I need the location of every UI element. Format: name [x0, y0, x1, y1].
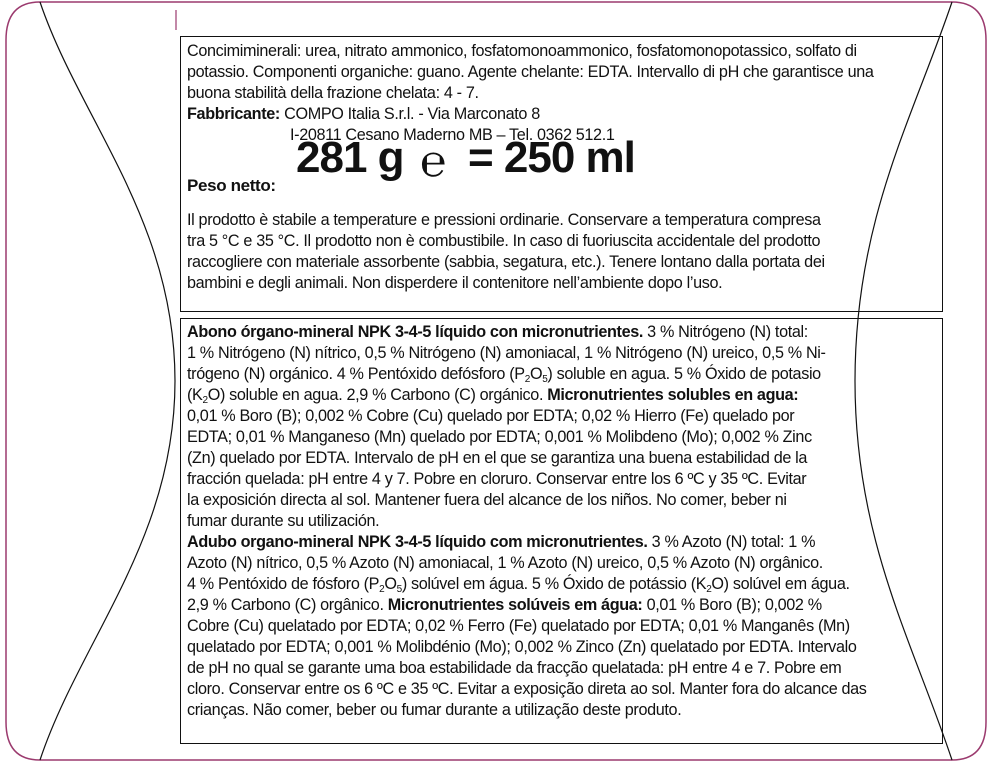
pt-line-3a: 4 % Pentóxido de fósforo (P — [187, 575, 380, 593]
es-line-5: 0,01 % Boro (B); 0,002 % Cobre (Cu) quelado por EDTA; 0,02 % Hierro (Fe) quelado por — [187, 407, 795, 425]
es-line-6: EDTA; 0,01 % Manganeso (Mn) quelado por EDTA; 0,001 % Molibdeno (Mo); 0,002 % Zinc — [187, 428, 812, 446]
pt-sub-o: 5 — [396, 584, 402, 595]
es-line-7: (Zn) quelado por EDTA. Intervalo de pH en el que se garantiza una buena estabilidad de la — [187, 449, 808, 467]
ingredients-line-3: buona stabilità della frazione chelata: 4 - 7. — [187, 84, 479, 102]
pt-sub-k: 2 — [706, 584, 712, 595]
es-line-4b: O) soluble en agua. 2,9 % Carbono (C) orgánico. — [207, 386, 548, 404]
ingredients-line-2: potassio. Componenti organiche: guano. Agente chelante: EDTA. Intervallo di pH che garantisce una — [187, 63, 874, 81]
pt-line-6: quelatado por EDTA; 0,001 % Molibdénio (Mo); 0,002 % Zinco (Zn) quelatado por EDTA. Intervalo — [187, 638, 857, 656]
pt-sub-p: 2 — [379, 584, 385, 595]
pt-line-3b: O — [384, 575, 397, 593]
es-title-line — [187, 322, 808, 343]
manufacturer-address-2: I-20811 Cesano Maderno MB – Tel. 0362 512.1 — [290, 126, 615, 144]
manufacturer-line — [187, 104, 540, 125]
pt-line-2: Azoto (N) nítrico, 0,5 % Azoto (N) amoniacal, 1 % Azoto (N) ureico, 0,5 % Azoto (N) orgânico. — [187, 554, 823, 572]
volume-value: = 250 ml — [468, 133, 635, 182]
pt-line-8: cloro. Conservar entre os 6 ºC e 35 ºC. Evitar a exposição direta ao sol. Manter fora do alcance das — [187, 680, 867, 698]
es-line-3c: ) soluble en agua. 5 % Óxido de potasio — [547, 365, 821, 383]
pt-line-9: crianças. Não comer, beber ou fumar durante a utilização deste produto. — [187, 701, 682, 719]
weight-value: 281 g — [296, 133, 404, 182]
es-line-3b: O — [529, 365, 543, 383]
pt-micronutrients-heading: Micronutrientes solúveis em água: — [387, 596, 643, 614]
pt-line-1: 3 % Azoto (N) total: 1 % — [647, 533, 816, 551]
pt-line-5: Cobre (Cu) quelatado por EDTA; 0,02 % Ferro (Fe) quelatado por EDTA; 0,01 % Manganês (Mn) — [187, 617, 850, 635]
es-micronutrients-heading: Micronutrientes solubles en agua: — [547, 386, 799, 404]
estimated-mark-icon: ℮ — [420, 137, 447, 186]
pt-line-3c: ) solúvel em água. 5 % Óxido de potássio (K — [401, 575, 707, 593]
pt-title: Adubo organo-mineral NPK 3-4-5 líquido com micronutrientes. — [187, 533, 648, 551]
storage-line-1: Il prodotto è stabile a temperature e pressioni ordinarie. Conservare a temperatura compresa — [187, 211, 821, 229]
es-line-8: fracción quelada: pH entre 4 y 7. Pobre en cloruro. Conservar entre los 6 ºC y 35 ºC. Evitar — [187, 470, 807, 488]
es-line-10: fumar durante su utilización. — [187, 512, 380, 530]
pt-line-7: de pH no qual se garante uma boa estabilidade da fracção quelatada: pH entre 4 e 7. Pobre em — [187, 659, 842, 677]
net-weight-label: Peso netto: — [187, 176, 276, 195]
storage-line-2: tra 5 °C e 35 °C. Il prodotto non è combustibile. In caso di fuoriuscita accidentale del prodotto — [187, 232, 821, 250]
es-title: Abono órgano-mineral NPK 3-4-5 líquido con micronutrientes. — [187, 323, 644, 341]
pt-line-4a: 2,9 % Carbono (C) orgânico. — [187, 596, 388, 614]
manufacturer-label: Fabbricante: — [187, 105, 280, 123]
storage-line-4: bambini e degli animali. Non disperdere il contenitore nell’ambiente dopo l’uso. — [187, 274, 723, 292]
es-line-2: 1 % Nitrógeno (N) nítrico, 0,5 % Nitrógeno (N) amoniacal, 1 % Nitrógeno (N) ureico, 0,5 % Ni- — [187, 344, 826, 362]
pt-line-3d: O) solúvel em água. — [711, 575, 850, 593]
es-sub-o: 5 — [542, 374, 548, 385]
es-line-1: 3 % Nitrógeno (N) total: — [643, 323, 808, 341]
ingredients-line-1: Concimiminerali: urea, nitrato ammonico, fosfatomonoammonico, fosfatomonopotassico, solfato di — [187, 42, 857, 60]
pt-line-4c: 0,01 % Boro (B); 0,002 % — [642, 596, 822, 614]
storage-line-3: raccogliere con materiale assorbente (sabbia, segatura, etc.). Tenere lontano dalla portata dei — [187, 253, 825, 271]
es-line-9: la exposición directa al sol. Mantener fuera del alcance de los niños. No comer, beber ni — [187, 491, 787, 509]
left-curve — [40, 2, 175, 760]
es-line-3a: trógeno (N) orgánico. 4 % Pentóxido defósforo (P — [187, 365, 525, 383]
manufacturer-address: COMPO Italia S.r.l. - Via Marconato 8 — [284, 105, 540, 123]
pt-line-4 — [187, 595, 822, 616]
es-line-4a: (K — [187, 386, 203, 404]
es-sub-p: 2 — [524, 374, 530, 385]
es-sub-k: 2 — [202, 395, 208, 406]
pt-title-line — [187, 532, 815, 553]
